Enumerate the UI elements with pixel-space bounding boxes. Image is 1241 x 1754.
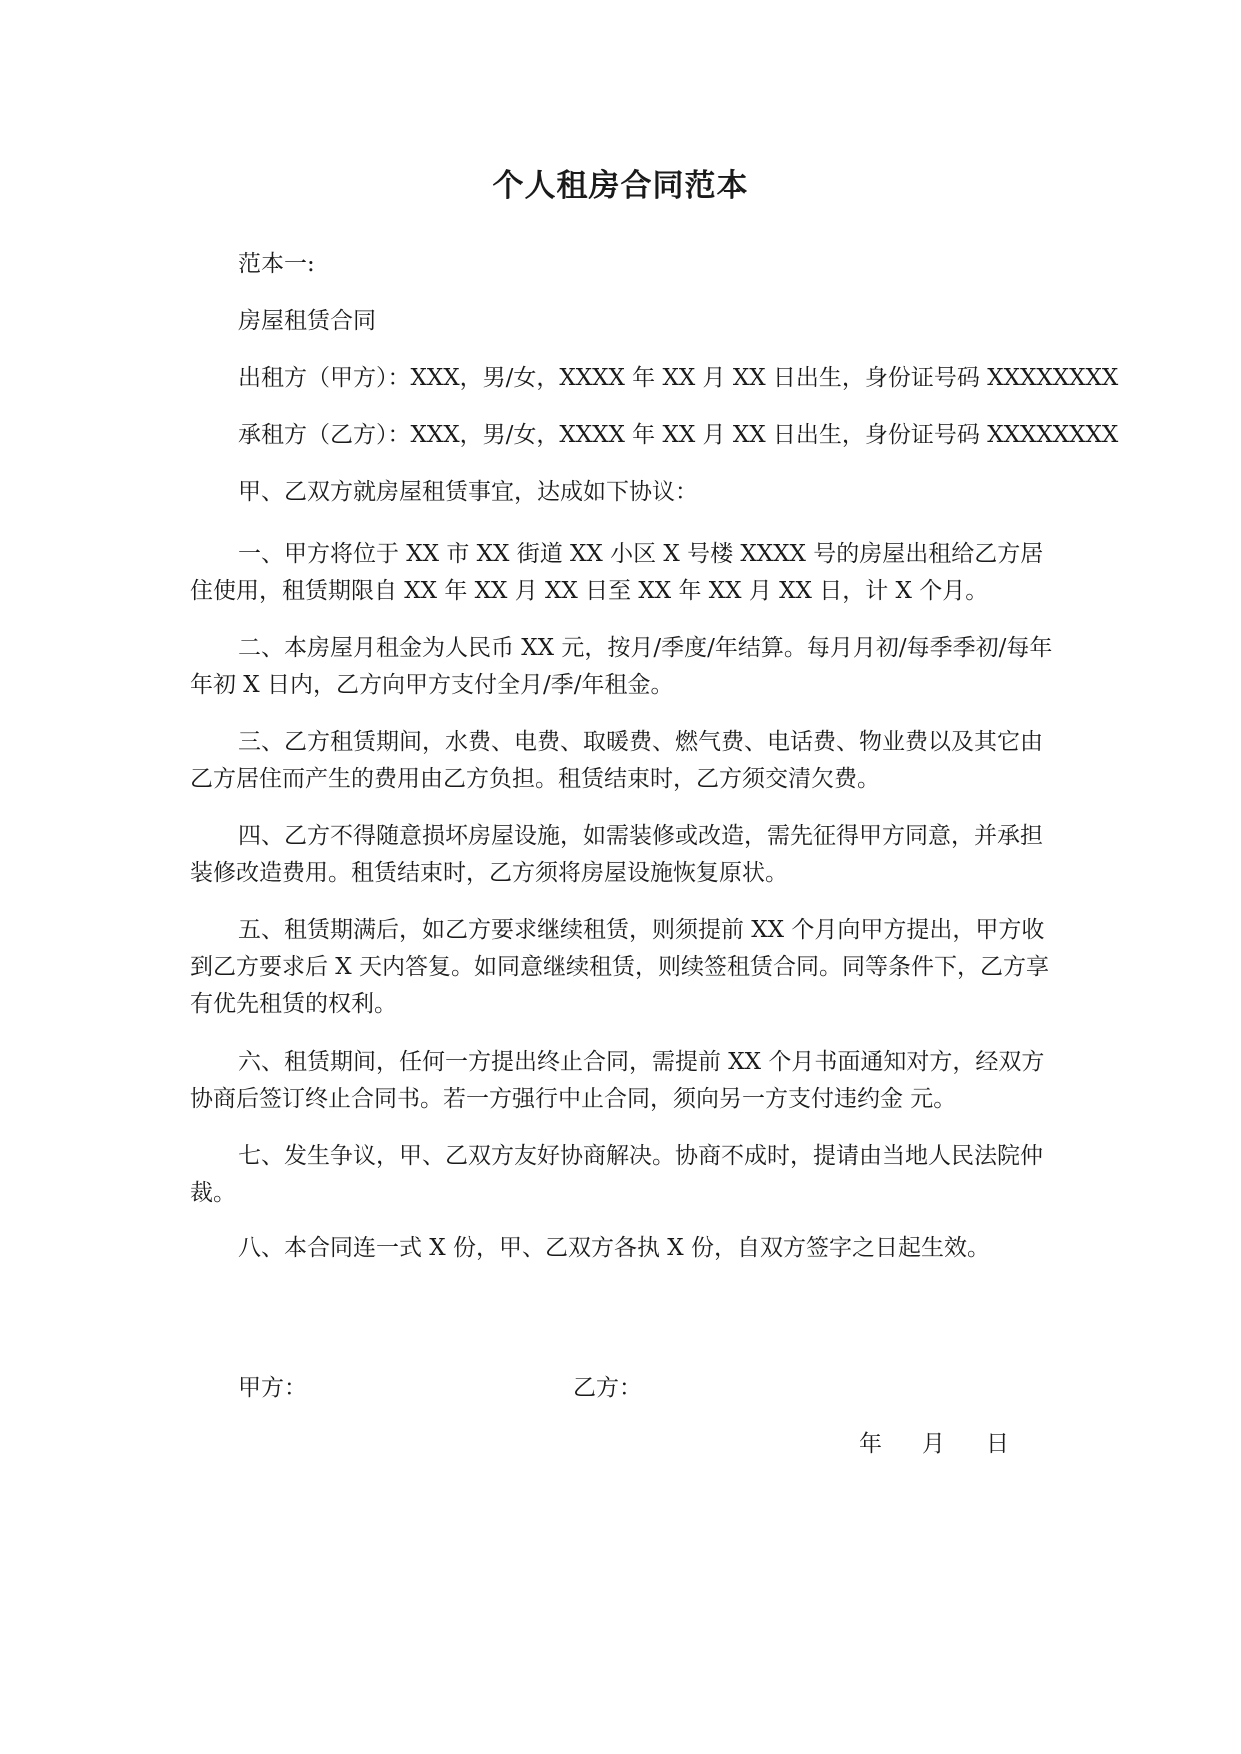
clause-5: 五、租赁期满后，如乙方要求继续租赁，则须提前 XX 个月向甲方提出，甲方收到乙方要求后 X 天内答复。如同意继续租赁，则续签租赁合同。同等条件下，乙方享有优先租赁的权利。 — [190, 917, 1049, 1017]
contract-name: 房屋租赁合同 — [238, 308, 376, 334]
party-a-signature-label: 甲方： — [238, 1375, 307, 1401]
party-b-signature-label: 乙方： — [573, 1375, 642, 1401]
date-year-label: 年 — [859, 1431, 882, 1457]
template-label: 范本一: — [238, 251, 315, 277]
document-title: 个人租房合同范本 — [492, 168, 749, 204]
clause-6: 六、租赁期间，任何一方提出终止合同，需提前 XX 个月书面通知对方，经双方协商后签订终止合同书。若一方强行中止合同，须向另一方支付违约金 元。 — [190, 1049, 1045, 1112]
lessee-line: 承租方（乙方）：XXX，男/女，XXXX 年 XX 月 XX 日出生，身份证号码 XXXXXXXX — [238, 422, 1119, 448]
date-month-label: 月 — [922, 1431, 945, 1457]
clause-7: 七、发生争议，甲、乙双方友好协商解决。协商不成时，提请由当地人民法院仲裁。 — [190, 1143, 1043, 1206]
clause-3: 三、乙方租赁期间，水费、电费、取暖费、燃气费、电话费、物业费以及其它由乙方居住而产生的费用由乙方负担。租赁结束时，乙方须交清欠费。 — [190, 729, 1043, 792]
clause-8: 八、本合同连一式 X 份，甲、乙双方各执 X 份，自双方签字之日起生效。 — [238, 1235, 990, 1261]
preamble: 甲、乙双方就房屋租赁事宜，达成如下协议： — [238, 479, 698, 505]
lessor-line: 出租方（甲方）：XXX，男/女，XXXX 年 XX 月 XX 日出生，身份证号码 XXXXXXXX — [238, 365, 1119, 391]
clause-4: 四、乙方不得随意损坏房屋设施，如需装修或改造，需先征得甲方同意，并承担装修改造费用。租赁结束时，乙方须将房屋设施恢复原状。 — [190, 823, 1043, 886]
clause-2: 二、本房屋月租金为人民币 XX 元，按月/季度/年结算。每月月初/每季季初/每年年初 X 日内，乙方向甲方支付全月/季/年租金。 — [190, 635, 1053, 698]
date-day-label: 日 — [986, 1431, 1009, 1457]
clause-1: 一、甲方将位于 XX 市 XX 街道 XX 小区 X 号楼 XXXX 号的房屋出租给乙方居住使用，租赁期限自 XX 年 XX 月 XX 日至 XX 年 XX 月 XX 日，计 X 个月。 — [190, 541, 1044, 604]
